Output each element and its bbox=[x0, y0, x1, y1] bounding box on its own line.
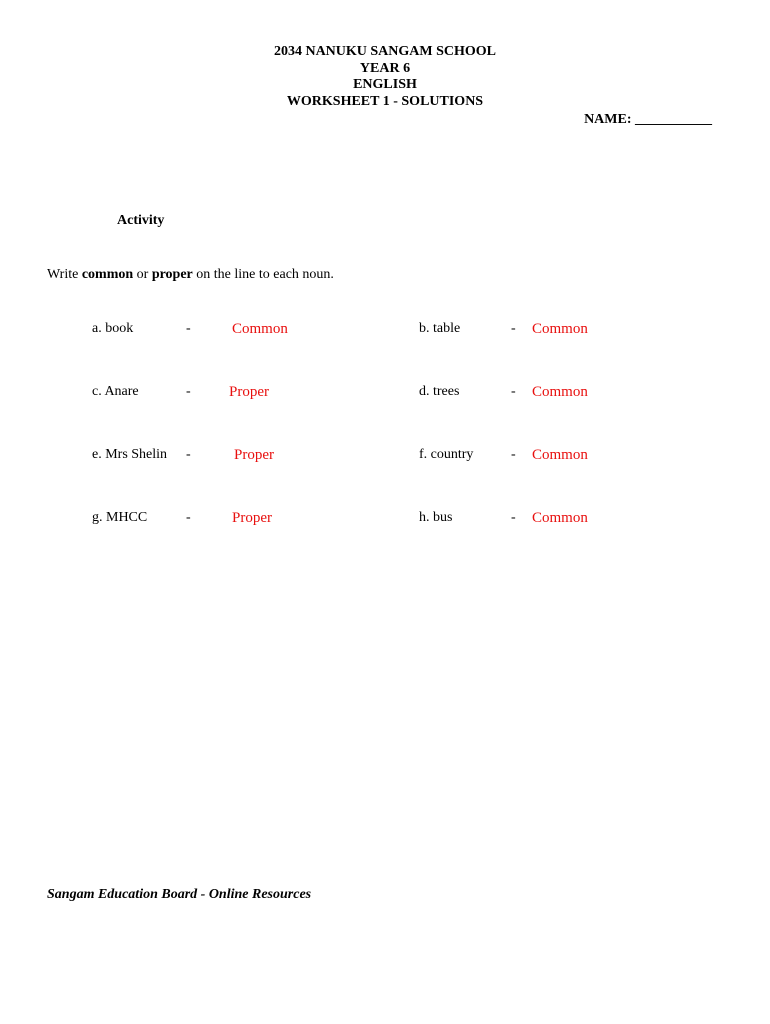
noun-row bbox=[0, 447, 770, 467]
noun-dash: - bbox=[511, 384, 516, 399]
noun-word: f. country bbox=[419, 447, 474, 462]
noun-row bbox=[0, 510, 770, 530]
instruction-part: or bbox=[133, 267, 152, 282]
noun-word: g. MHCC bbox=[92, 510, 148, 525]
noun-dash: - bbox=[186, 321, 191, 336]
noun-answer: Common bbox=[532, 447, 588, 463]
noun-dash: - bbox=[186, 384, 191, 399]
noun-dash: - bbox=[511, 447, 516, 462]
noun-row bbox=[0, 321, 770, 341]
instruction-text bbox=[47, 267, 334, 283]
noun-answer: Common bbox=[532, 510, 588, 526]
noun-row bbox=[0, 384, 770, 404]
noun-word: b. table bbox=[419, 321, 461, 336]
subject-name: ENGLISH bbox=[353, 77, 417, 92]
noun-word: e. Mrs Shelin bbox=[92, 447, 168, 462]
instruction-keyword-proper: proper bbox=[151, 267, 193, 282]
noun-dash: - bbox=[186, 510, 191, 525]
noun-answer: Common bbox=[532, 321, 588, 337]
instruction-part: Write bbox=[47, 267, 82, 282]
noun-word: h. bus bbox=[419, 510, 453, 525]
year-level: YEAR 6 bbox=[359, 60, 411, 76]
worksheet-header bbox=[0, 44, 770, 110]
school-name: 2034 NANUKU SANGAM SCHOOL bbox=[273, 44, 497, 59]
footer-credit: Sangam Education Board - Online Resources bbox=[47, 887, 312, 902]
activity-heading: Activity bbox=[117, 213, 165, 228]
name-field: NAME: ___________ bbox=[584, 112, 712, 127]
worksheet-title: WORKSHEET 1 - SOLUTIONS bbox=[286, 93, 484, 109]
noun-word: d. trees bbox=[419, 384, 460, 399]
instruction-keyword-common: common bbox=[81, 267, 134, 282]
noun-dash: - bbox=[511, 510, 516, 525]
noun-dash: - bbox=[186, 447, 191, 462]
noun-answer: Proper bbox=[229, 384, 269, 400]
noun-word: c. Anare bbox=[92, 384, 139, 399]
noun-dash: - bbox=[511, 321, 516, 336]
noun-answer: Common bbox=[232, 321, 288, 337]
noun-word: a. book bbox=[92, 321, 134, 336]
noun-answer: Proper bbox=[232, 510, 272, 526]
noun-answer: Common bbox=[532, 384, 588, 400]
instruction-part: on the line to each noun. bbox=[192, 267, 334, 282]
noun-answer: Proper bbox=[234, 447, 274, 463]
